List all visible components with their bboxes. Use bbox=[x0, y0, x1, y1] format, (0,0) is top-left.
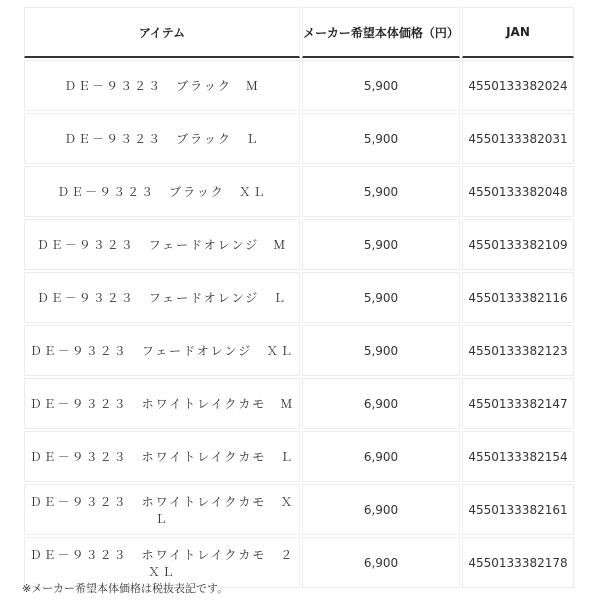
cell-jan: 4550133382178 bbox=[462, 537, 574, 588]
cell-item: ＤＥ－９３２３ ホワイトレイクカモ Ｌ bbox=[24, 431, 300, 482]
cell-item: ＤＥ－９３２３ フェードオレンジ Ｍ bbox=[24, 219, 300, 270]
cell-jan: 4550133382147 bbox=[462, 378, 574, 429]
cell-item: ＤＥ－９３２３ ブラック Ｌ bbox=[24, 113, 300, 164]
cell-jan: 4550133382161 bbox=[462, 484, 574, 535]
table-header-row bbox=[24, 7, 574, 58]
cell-price: 6,900 bbox=[302, 431, 460, 482]
cell-item: ＤＥ－９３２３ ブラック ＸＬ bbox=[24, 166, 300, 217]
table-row bbox=[24, 272, 574, 323]
table-row bbox=[24, 219, 574, 270]
cell-jan: 4550133382154 bbox=[462, 431, 574, 482]
cell-price: 5,900 bbox=[302, 272, 460, 323]
cell-item: ＤＥ－９３２３ フェードオレンジ ＸＬ bbox=[24, 325, 300, 376]
cell-jan: 4550133382048 bbox=[462, 166, 574, 217]
table-row bbox=[24, 484, 574, 535]
cell-jan: 4550133382109 bbox=[462, 219, 574, 270]
cell-price: 6,900 bbox=[302, 378, 460, 429]
table-row bbox=[24, 378, 574, 429]
cell-price: 6,900 bbox=[302, 537, 460, 588]
cell-item: ＤＥ－９３２３ ホワイトレイクカモ ２ＸＬ bbox=[24, 537, 300, 588]
cell-item: ＤＥ－９３２３ フェードオレンジ Ｌ bbox=[24, 272, 300, 323]
product-spec-table bbox=[22, 5, 576, 590]
cell-price: 5,900 bbox=[302, 60, 460, 111]
cell-item: ＤＥ－９３２３ ホワイトレイクカモ ＸＬ bbox=[24, 484, 300, 535]
tax-footnote: ※メーカー希望本体価格は税抜表記です。 bbox=[22, 582, 229, 595]
cell-price: 5,900 bbox=[302, 325, 460, 376]
cell-jan: 4550133382116 bbox=[462, 272, 574, 323]
table-row bbox=[24, 166, 574, 217]
table-row bbox=[24, 431, 574, 482]
cell-item: ＤＥ－９３２３ ブラック Ｍ bbox=[24, 60, 300, 111]
table-row bbox=[24, 60, 574, 111]
header-item: アイテム bbox=[24, 7, 300, 58]
cell-jan: 4550133382031 bbox=[462, 113, 574, 164]
header-jan: JAN bbox=[462, 7, 574, 58]
table-row bbox=[24, 113, 574, 164]
cell-jan: 4550133382123 bbox=[462, 325, 574, 376]
table-row bbox=[24, 325, 574, 376]
cell-price: 6,900 bbox=[302, 484, 460, 535]
cell-price: 5,900 bbox=[302, 113, 460, 164]
cell-price: 5,900 bbox=[302, 219, 460, 270]
product-spec-table-container bbox=[22, 5, 576, 590]
cell-price: 5,900 bbox=[302, 166, 460, 217]
header-price: メーカー希望本体価格（円） bbox=[302, 7, 460, 58]
cell-jan: 4550133382024 bbox=[462, 60, 574, 111]
cell-item: ＤＥ－９３２３ ホワイトレイクカモ Ｍ bbox=[24, 378, 300, 429]
